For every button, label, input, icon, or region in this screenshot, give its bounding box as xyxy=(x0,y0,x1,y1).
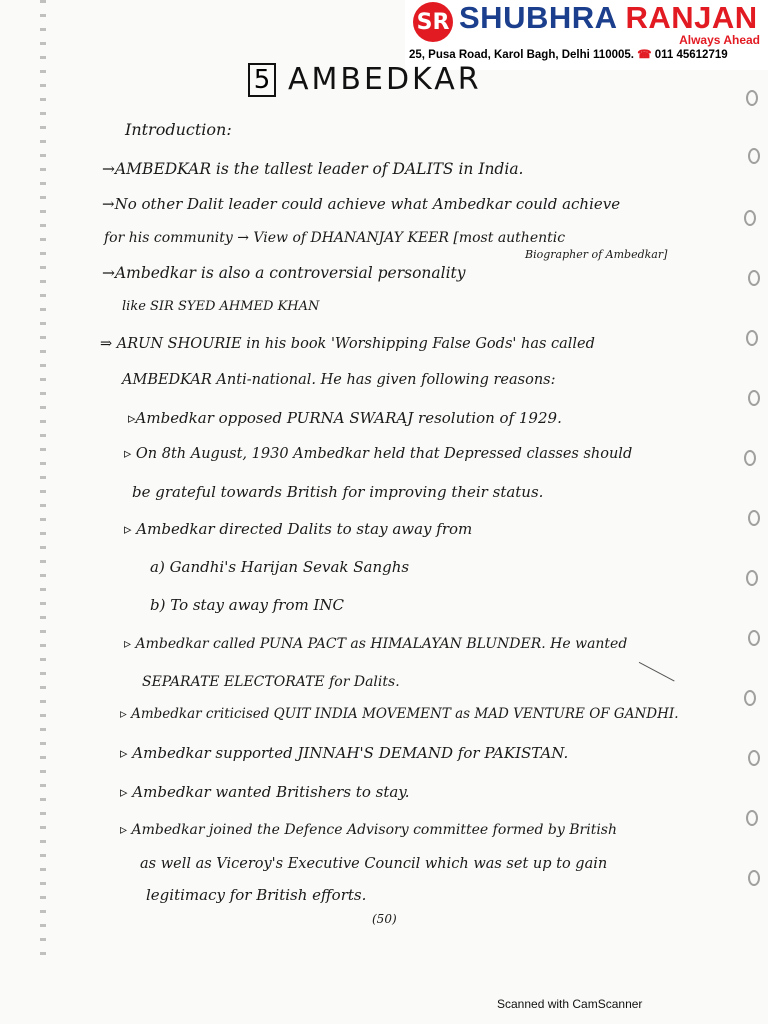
note-line: ▹ Ambedkar joined the Defence Advisory committee formed by British xyxy=(120,822,618,838)
address-text: 25, Pusa Road, Karol Bagh, Delhi 110005. xyxy=(409,49,634,61)
intro-heading: Introduction: xyxy=(125,120,232,139)
note-line: legitimacy for British efforts. xyxy=(146,886,367,904)
note-line: ▹ Ambedkar criticised QUIT INDIA MOVEMENT as MAD VENTURE OF GANDHI. xyxy=(120,706,679,722)
chapter-title xyxy=(248,62,482,97)
note-line: ▹Ambedkar opposed PURNA SWARAJ resolution of 1929. xyxy=(128,409,562,427)
note-line: b) To stay away from INC xyxy=(150,596,345,614)
binding-holes xyxy=(40,0,46,960)
brand-name xyxy=(459,0,758,36)
note-line: AMBEDKAR Anti-national. He has given following reasons: xyxy=(122,372,556,388)
brand-first: SHUBHRA xyxy=(459,0,617,35)
note-line: a) Gandhi's Harijan Sevak Sanghs xyxy=(150,558,410,576)
logo-icon: SR xyxy=(413,2,453,42)
scanner-watermark: Scanned with CamScanner xyxy=(497,997,643,1011)
brand-address xyxy=(409,47,768,61)
note-line: be grateful towards British for improving their status. xyxy=(132,483,544,501)
note-line: ▹ On 8th August, 1930 Ambedkar held that Depressed classes should xyxy=(124,446,633,462)
chapter-name: AMBEDKAR xyxy=(288,62,482,97)
note-line: →No other Dalit leader could achieve what Ambedkar could achieve xyxy=(102,195,621,213)
note-line: as well as Viceroy's Executive Council which was set up to gain xyxy=(140,856,608,872)
phone-number: 011 45612719 xyxy=(654,49,728,61)
brand-tagline: Always Ahead xyxy=(679,33,760,47)
page-number: (50) xyxy=(372,912,397,926)
note-line: ▹ Ambedkar wanted Britishers to stay. xyxy=(120,783,410,801)
note-line: →AMBEDKAR is the tallest leader of DALITS in India. xyxy=(102,160,524,178)
note-line: →Ambedkar is also a controversial personality xyxy=(102,264,466,282)
note-line: ⇒ ARUN SHOURIE in his book 'Worshipping False Gods' has called xyxy=(100,336,595,352)
note-line: like SIR SYED AHMED KHAN xyxy=(122,299,320,314)
note-line: SEPARATE ELECTORATE for Dalits. xyxy=(142,674,400,690)
brand-second: RANJAN xyxy=(625,0,758,35)
note-line: Biographer of Ambedkar] xyxy=(525,248,668,261)
note-line: ▹ Ambedkar called PUNA PACT as HIMALAYAN BLUNDER. He wanted xyxy=(124,636,628,652)
chapter-number: 5 xyxy=(248,63,276,97)
note-line: for his community → View of DHANANJAY KEER [most authentic xyxy=(104,230,566,246)
margin-marks xyxy=(708,90,768,950)
note-line: ▹ Ambedkar directed Dalits to stay away from xyxy=(124,520,473,538)
note-line: ▹ Ambedkar supported JINNAH'S DEMAND for PAKISTAN. xyxy=(120,744,569,762)
pen-mark xyxy=(629,662,674,699)
phone-icon: ☎ xyxy=(637,49,652,61)
brand-header xyxy=(405,0,768,70)
